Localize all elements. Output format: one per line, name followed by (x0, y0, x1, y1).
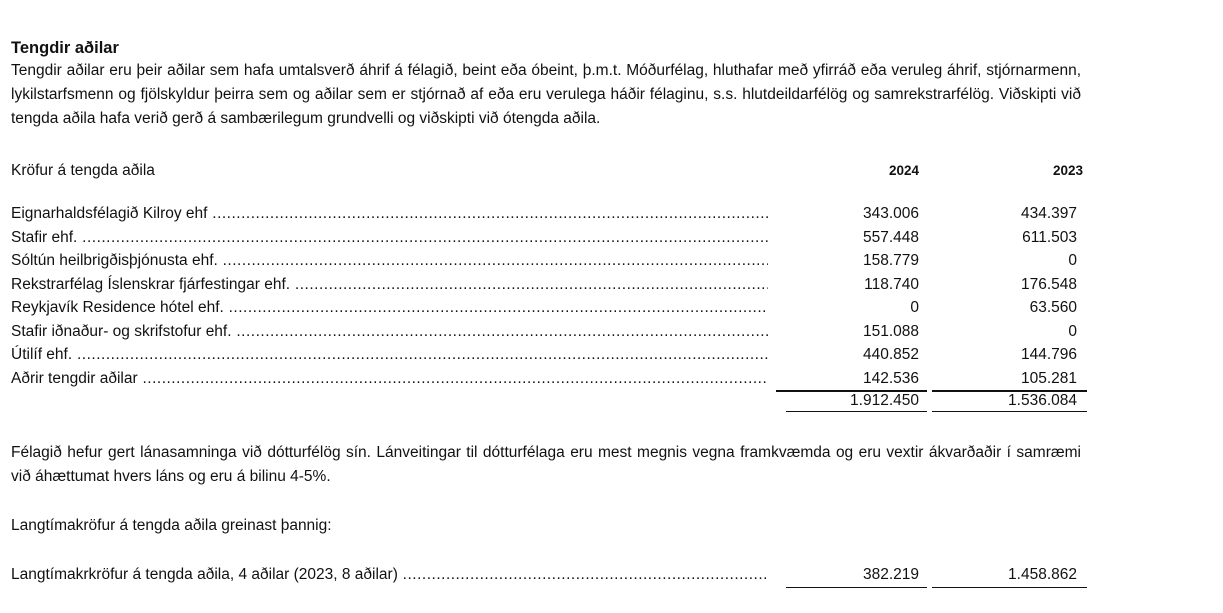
total-bottom-rule (786, 411, 927, 412)
row-value-2023: 0 (1068, 322, 1077, 340)
row-value-2023: 144.796 (1020, 346, 1077, 363)
row-label: Rekstrarfélag Íslenskrar fjárfestingar ehf. ..... (11, 273, 768, 297)
row-value-2024: 557.448 (862, 228, 919, 246)
year-2024-header: 2024 (888, 163, 919, 178)
longterm-rule (786, 587, 927, 588)
row-label: Reykjavík Residence hótel ehf. ..... (11, 296, 768, 320)
section-heading: Tengdir aðilar (11, 39, 119, 57)
table-row (11, 273, 1081, 297)
row-label: Stafir iðnaður- og skrifstofur ehf. ..... (11, 320, 768, 344)
row-label: Eignarhaldsfélagið Kilroy ehf ..... (11, 202, 768, 226)
row-value-2024: 158.779 (862, 252, 919, 269)
row-value-2024: 151.088 (862, 322, 919, 340)
document-page (11, 38, 1081, 587)
table-row (11, 249, 1081, 273)
row-value-2024: 440.852 (862, 346, 919, 363)
row-label: Aðrir tengdir aðilar ..... (11, 367, 768, 391)
longterm-2024: 382.219 (862, 566, 919, 583)
row-value-2023: 105.281 (1020, 369, 1077, 387)
intro-paragraph: Tengdir aðilar eru þeir aðilar sem hafa umtalsverð áhrif á félagið, beint eða óbeint, þ.m.t. Móðurfélag, hluthafar með yfirráð eða veruleg áhrif, stjórnarmenn, lykilstarfsmenn og fjölskyldur þeirra sem og aðilar sem er stjórnað af eða eru verulega háðir félaginu, s.s. hlutdeildarfélög og samrekstrarfélög. Viðskipti við tengda aðila hafa verið gerð á sambærilegum grundvelli og viðskipti við ótengda aðila. (11, 62, 1081, 127)
row-value-2023: 0 (1068, 252, 1077, 269)
table-header (11, 159, 1081, 183)
loans-paragraph: Félagið hefur gert lánasamninga við dótturfélög sín. Lánveitingar til dótturfélaga eru mest megnis vegna framkvæmda og eru vextir ákvarðaðir í samræmi við áhættumat hvers láns og eru á bilinu 4-5%. (11, 444, 1081, 485)
table-row (11, 202, 1081, 226)
row-value-2023: 611.503 (1022, 228, 1077, 246)
table-row (11, 367, 1081, 391)
year-2023-header: 2023 (1052, 163, 1083, 178)
row-label: Sóltún heilbrigðisþjónusta ehf. ..... (11, 249, 768, 273)
table-row (11, 343, 1081, 367)
longterm-label: Langtímakrkröfur á tengda aðila, 4 aðilar (2023, 8 aðilar) ..... (11, 563, 768, 587)
row-value-2024: 142.536 (862, 369, 919, 387)
total-2024: 1.912.450 (850, 392, 919, 409)
table-row (11, 320, 1081, 344)
row-label: Stafir ehf. ..... (11, 226, 768, 250)
longterm-row (11, 563, 1081, 587)
row-value-2024: 343.006 (862, 205, 919, 222)
row-value-2024: 0 (910, 299, 919, 316)
total-row (11, 390, 1081, 412)
row-value-2024: 118.740 (864, 275, 919, 293)
table-row (11, 296, 1081, 320)
table-row (11, 226, 1081, 250)
total-2023: 1.536.084 (1008, 392, 1077, 409)
longterm-2023: 1.458.862 (1008, 566, 1077, 583)
longterm-intro: Langtímakröfur á tengda aðila greinast þannig: (11, 517, 332, 534)
row-label: Útilíf ehf. ..... (11, 343, 768, 367)
receivables-table (11, 202, 1081, 412)
row-value-2023: 176.548 (1020, 275, 1077, 293)
total-bottom-rule (932, 411, 1087, 412)
longterm-rule (932, 587, 1087, 588)
row-value-2023: 434.397 (1020, 205, 1077, 222)
table-title: Kröfur á tengda aðila (11, 162, 155, 179)
row-value-2023: 63.560 (1029, 299, 1077, 316)
